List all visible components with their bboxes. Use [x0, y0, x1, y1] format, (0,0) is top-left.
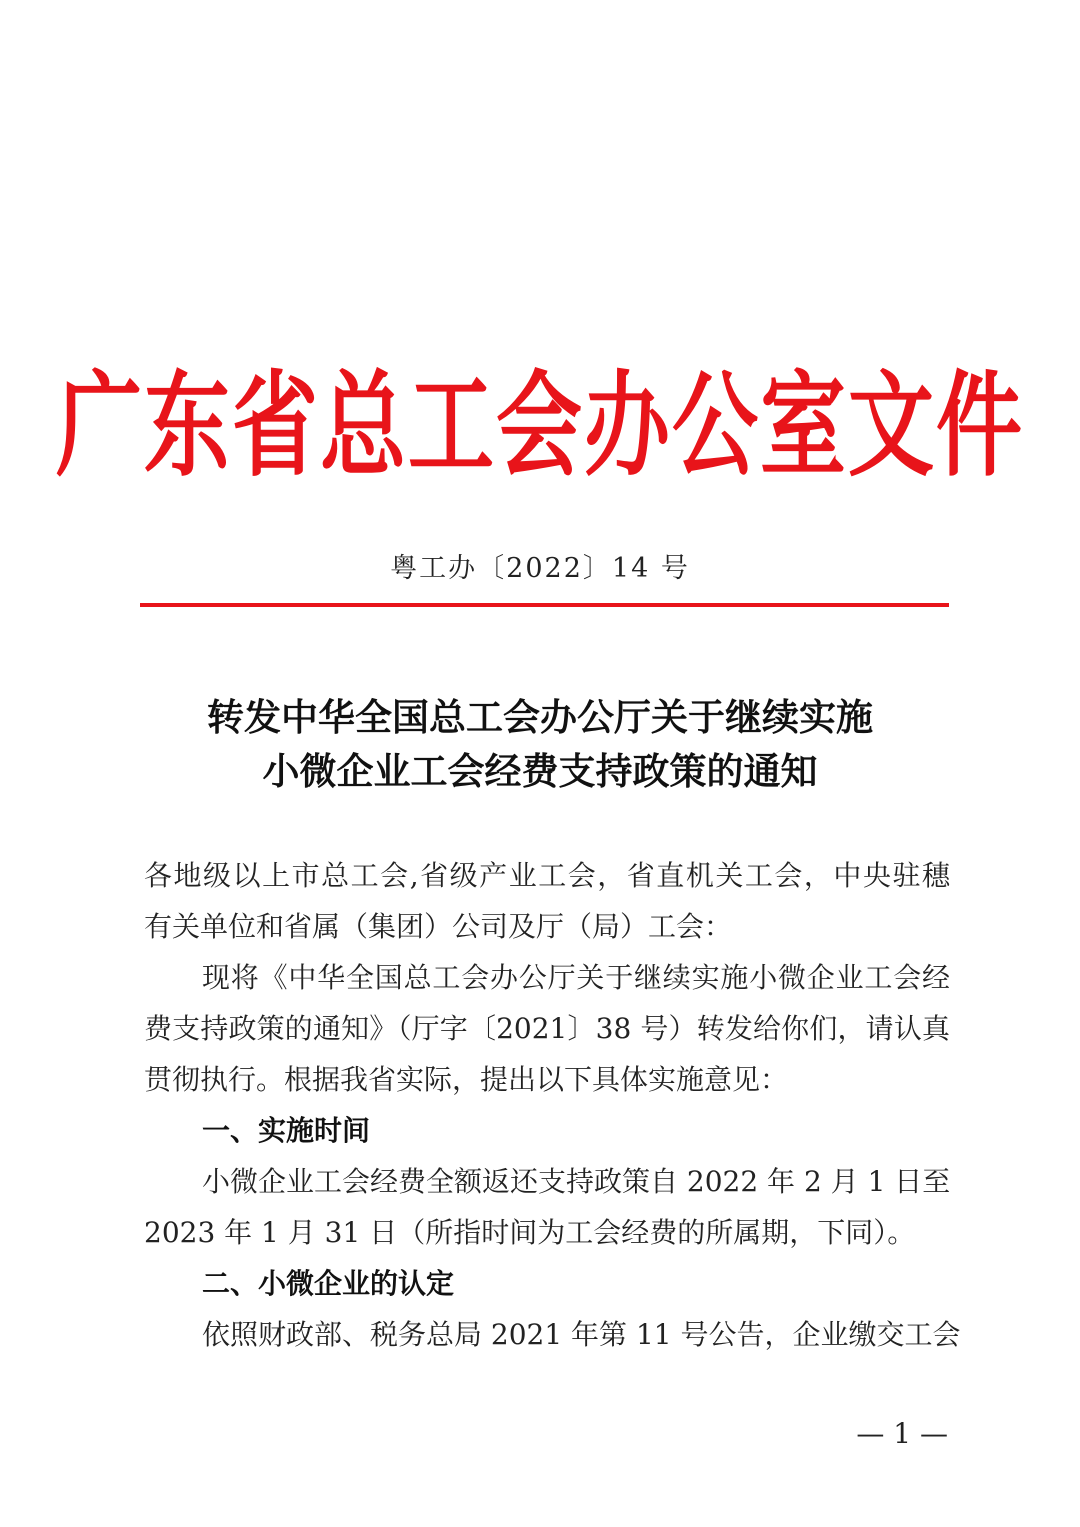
section-heading-2: 二、小微企业的认定	[202, 1267, 455, 1300]
addressee-line-2: 有关单位和省属（集团）公司及厅（局）工会：	[144, 910, 733, 943]
red-separator-line	[140, 603, 949, 607]
paragraph-1-line-1: 现将《中华全国总工会办公厅关于继续实施小微企业工会经	[202, 961, 950, 994]
document-body	[144, 850, 961, 1360]
paragraph-1-line-2: 费支持政策的通知》（厅字〔2021〕38 号）转发给你们，请认真	[144, 1012, 950, 1045]
document-number: 粤工办〔2022〕14 号	[390, 553, 690, 584]
document-title-line-1: 转发中华全国总工会办公厅关于继续实施	[207, 695, 873, 739]
document-title	[0, 690, 1080, 798]
paragraph-1-line-3: 贯彻执行。根据我省实际，提出以下具体实施意见：	[144, 1063, 789, 1096]
section-heading-1: 一、实施时间	[202, 1114, 371, 1147]
addressee-line-1: 各地级以上市总工会,省级产业工会，省直机关工会，中央驻穗	[144, 859, 950, 892]
paragraph-2-line-2: 2023 年 1 月 31 日（所指时间为工会经费的所属期，下同）。	[144, 1216, 916, 1249]
issuer-masthead: 广东省总工会办公室文件	[56, 360, 1024, 493]
paragraph-2-line-1: 小微企业工会经费全额返还支持政策自 2022 年 2 月 1 日至	[202, 1165, 951, 1198]
page-number: — 1 —	[856, 1417, 948, 1450]
paragraph-3-line-1: 依照财政部、税务总局 2021 年第 11 号公告，企业缴交工会	[202, 1318, 961, 1351]
document-title-line-2: 小微企业工会经费支持政策的通知	[262, 749, 818, 793]
